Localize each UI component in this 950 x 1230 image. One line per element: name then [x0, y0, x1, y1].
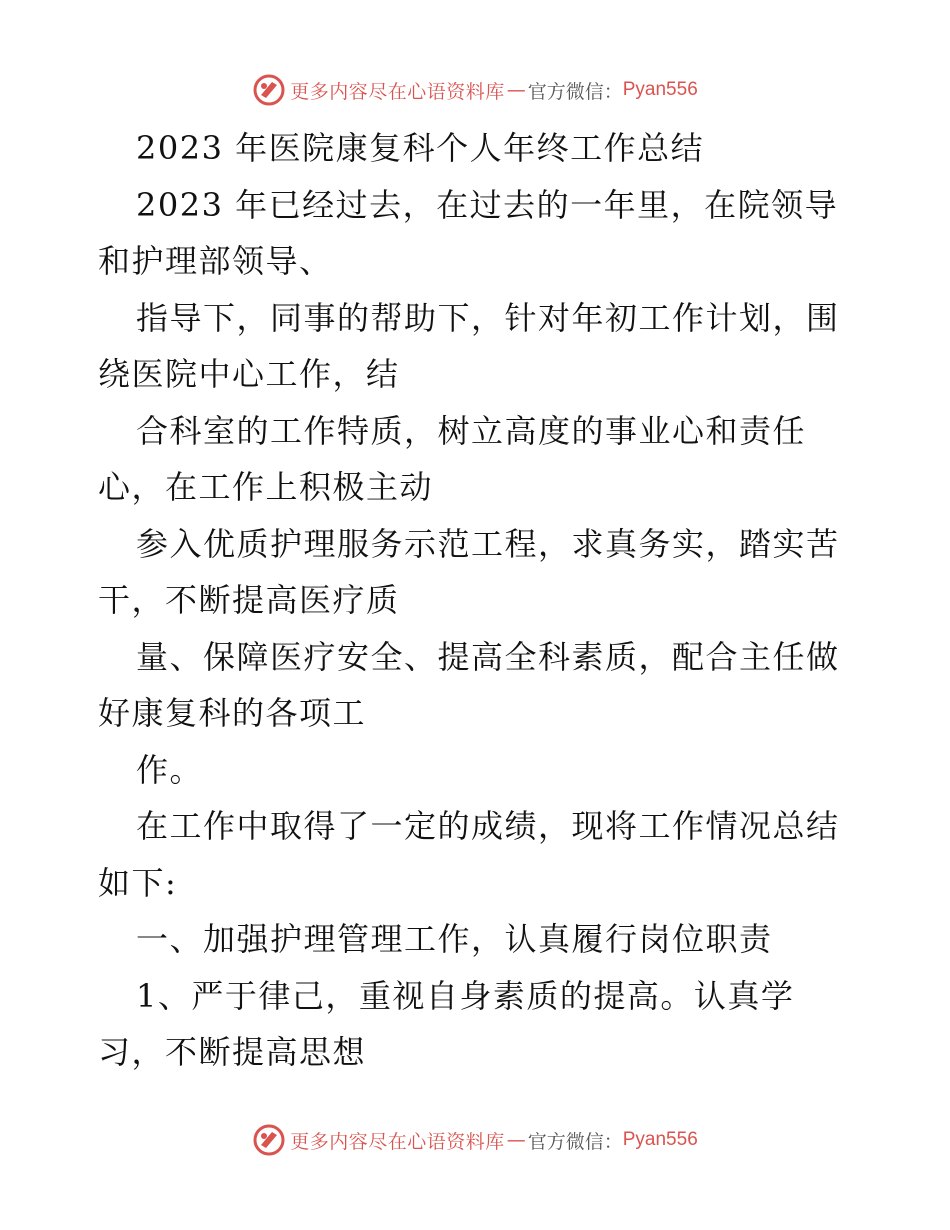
text-line: 心，在工作上积极主动: [98, 468, 434, 506]
text-line: 2023 年已经过去，在过去的一年里，在院领导: [136, 185, 839, 224]
watermark-wechat-label: 官方微信：: [527, 1130, 623, 1153]
header-watermark: [0, 70, 950, 110]
text-line: 指导下，同事的帮助下，针对年初工作计划，围: [136, 298, 840, 337]
text-line: 好康复科的各项工: [98, 694, 367, 732]
document-body: [98, 120, 858, 1081]
seal-logo-icon: [252, 1123, 286, 1157]
seal-logo-icon: [252, 73, 286, 107]
watermark-dash: —: [506, 1129, 526, 1151]
text-line: 1、严于律己，重视自身素质的提高。认真学: [136, 976, 795, 1015]
watermark-dash: —: [506, 79, 526, 101]
watermark-wechat-id: Pyan556: [622, 79, 698, 100]
watermark-wechat-label: 官方微信：: [527, 80, 623, 103]
text-line: 在工作中取得了一定的成绩，现将工作情况总结: [136, 807, 840, 845]
footer-watermark: [0, 1120, 950, 1160]
document-title: 2023 年医院康复科个人年终工作总结: [136, 129, 705, 167]
text-line: 绕医院中心工作，结: [98, 355, 400, 393]
text-line: 如下:: [98, 863, 178, 902]
text-line: 干，不断提高医疗质: [98, 581, 400, 619]
text-line: 合科室的工作特质，树立高度的事业心和责任: [136, 411, 807, 450]
text-line: 和护理部领导、: [98, 242, 333, 280]
watermark-brand-text: 更多内容尽在心语资料库: [290, 80, 505, 103]
watermark-wechat-id: Pyan556: [622, 1129, 698, 1150]
text-line: 参入优质护理服务示范工程，求真务实，踏实苦: [136, 524, 840, 563]
text-line: 量、保障医疗安全、提高全科素质，配合主任做: [136, 637, 840, 676]
watermark-brand-text: 更多内容尽在心语资料库: [290, 1130, 505, 1153]
text-line: 作。: [136, 750, 204, 789]
section-heading: 一、加强护理管理工作，认真履行岗位职责: [136, 920, 773, 958]
text-line: 习，不断提高思想: [98, 1033, 367, 1071]
